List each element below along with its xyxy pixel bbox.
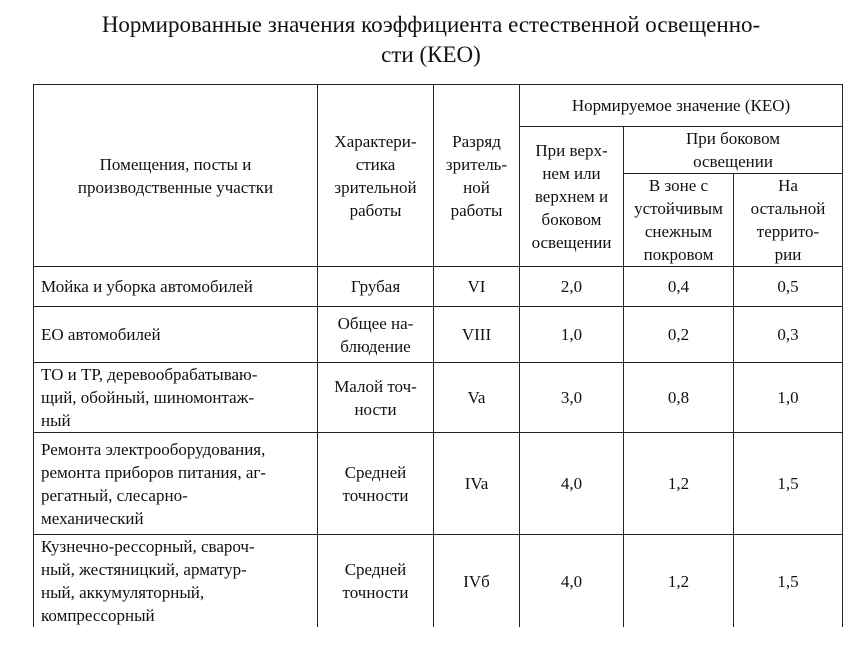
table-row: [34, 433, 843, 535]
text-line: регатный, слесарно-: [41, 485, 188, 505]
cell-category: VIII: [434, 307, 520, 363]
header-snow-zone: [624, 174, 734, 267]
cell-characteristic: [318, 433, 434, 535]
text-line: Средней: [344, 560, 407, 579]
cell-characteristic: [318, 363, 434, 433]
header-rooms: [34, 85, 318, 267]
cell-room: [34, 433, 318, 535]
text-line: На: [778, 176, 798, 195]
cell-room: [34, 363, 318, 433]
text-line: зрительной: [334, 177, 417, 197]
text-line: верхнем и: [534, 187, 609, 206]
header-normalized: Нормируемое значение (КЕО): [520, 85, 843, 127]
text-line: При боковом: [686, 129, 781, 148]
text-line: нем или: [542, 164, 601, 183]
header-category: [434, 85, 520, 267]
text-line: компрессорный: [41, 606, 155, 625]
cell-top-light: 3,0: [520, 363, 624, 433]
text-line: остальной: [750, 199, 826, 218]
text-line: блюдение: [340, 336, 411, 356]
text-line: Ремонта электрооборудования,: [41, 439, 266, 459]
text-line: ности: [354, 399, 397, 419]
cell-other-territory: 0,3: [734, 307, 843, 363]
text-line: Средней: [344, 462, 407, 482]
text-line: Разряд: [452, 131, 501, 151]
cell-characteristic: [318, 307, 434, 363]
text-line: щий, обойный, шиномонтаж-: [41, 388, 255, 407]
text-line: ной: [463, 177, 490, 197]
text-line: ремонта приборов питания, аг-: [41, 462, 267, 482]
cell-category: VI: [434, 267, 520, 307]
text-line: ный, аккумуляторный,: [41, 583, 205, 602]
cell-room: [34, 307, 318, 363]
table-row: [34, 267, 843, 307]
title-line-1: Нормированные значения коэффициента естественной освещенно-: [101, 12, 761, 37]
text-line: снежным: [644, 222, 713, 241]
cell-characteristic: [318, 267, 434, 307]
text-line: устойчивым: [634, 199, 723, 218]
text-line: В зоне с: [648, 176, 709, 195]
cell-category: IVб: [434, 535, 520, 628]
cell-snow-zone: 0,4: [624, 267, 734, 307]
cell-other-territory: 1,5: [734, 433, 843, 535]
header-side-light: [624, 127, 843, 174]
cell-snow-zone: 0,8: [624, 363, 734, 433]
cell-room: [34, 535, 318, 628]
text-line: механический: [41, 508, 144, 528]
cell-snow-zone: 1,2: [624, 535, 734, 628]
text-line: Малой точ-: [334, 376, 417, 396]
cell-category: Va: [434, 363, 520, 433]
text-line: ЕО автомобилей: [41, 325, 161, 344]
text-line: Мойка и уборка автомобилей: [41, 277, 253, 296]
text-line: работы: [349, 200, 402, 220]
text-line: работы: [450, 200, 503, 220]
text-line: стика: [355, 154, 396, 174]
text-line: покровом: [643, 245, 714, 264]
text-line: ный: [41, 411, 71, 430]
table-row: [34, 535, 843, 628]
text-line: рии: [774, 245, 802, 264]
text-line: боковом: [541, 210, 602, 229]
header-characteristic: [318, 85, 434, 267]
cell-other-territory: 1,0: [734, 363, 843, 433]
cell-other-territory: 1,5: [734, 535, 843, 628]
keo-table: [33, 84, 843, 627]
cell-snow-zone: 1,2: [624, 433, 734, 535]
text-line: Характери-: [334, 131, 417, 151]
text-line: Грубая: [350, 277, 401, 296]
text-line: производственные участки: [77, 177, 274, 197]
text-line: При верх-: [535, 141, 608, 160]
table-row: [34, 307, 843, 363]
header-other-territory: [734, 174, 843, 267]
page-title: [0, 10, 862, 70]
text-line: Помещения, посты и: [99, 154, 252, 174]
cell-top-light: 1,0: [520, 307, 624, 363]
table-body: [34, 267, 843, 628]
cell-category: IVa: [434, 433, 520, 535]
text-line: освещении: [531, 233, 612, 252]
cell-top-light: 4,0: [520, 535, 624, 628]
text-line: точности: [342, 583, 409, 602]
cell-other-territory: 0,5: [734, 267, 843, 307]
text-line: Общее на-: [337, 313, 414, 333]
text-line: ТО и ТР, деревообрабатываю-: [41, 365, 258, 384]
cell-room: [34, 267, 318, 307]
cell-characteristic: [318, 535, 434, 628]
text-line: Кузнечно-рессорный, свароч-: [41, 537, 255, 556]
header-top-light: [520, 127, 624, 267]
cell-top-light: 4,0: [520, 433, 624, 535]
cell-top-light: 2,0: [520, 267, 624, 307]
table-row: [34, 363, 843, 433]
text-line: точности: [342, 485, 409, 505]
text-line: освещении: [693, 152, 773, 171]
text-line: ный, жестяницкий, арматур-: [41, 560, 247, 579]
title-line-2: сти (КЕО): [381, 42, 481, 67]
text-line: террито-: [756, 222, 820, 241]
text-line: зритель-: [445, 154, 508, 174]
cell-snow-zone: 0,2: [624, 307, 734, 363]
